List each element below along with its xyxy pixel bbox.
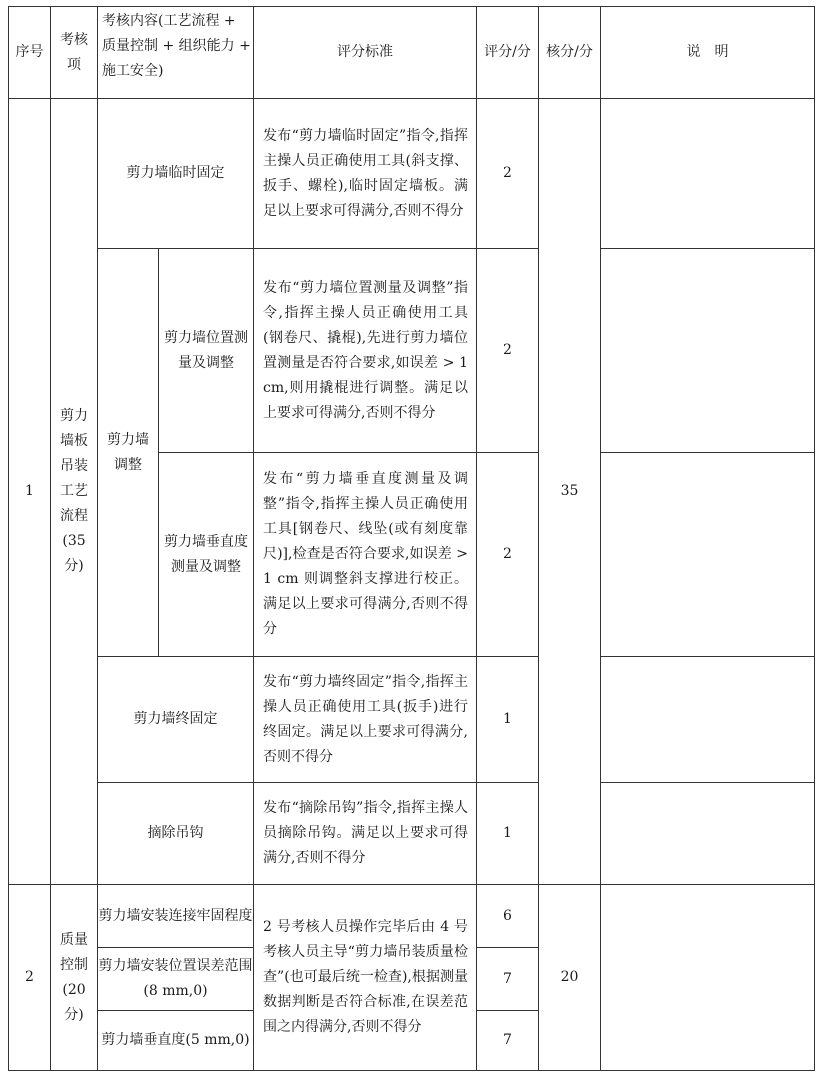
criteria-cell: 发布“剪力墙临时固定”指令,指挥主操人员正确使用工具(斜支撑、扳手、螺栓),临时固定墙板。满足以上要求可得满分,否则不得分 [254, 99, 477, 249]
score-cell: 2 [477, 99, 539, 249]
remark-cell [601, 783, 815, 885]
remark-cell [601, 249, 815, 453]
criteria-cell: 2 号考核人员操作完毕后由 4 号考核人员主导“剪力墙吊装质量检查”(也可最后统一检查),根据测量数据判断是否符合标准,在误差范围之内得满分,否则不得分 [254, 885, 477, 1071]
remark-cell [601, 99, 815, 249]
remark-cell [601, 885, 815, 1071]
criteria-cell: 发布“剪力墙位置测量及调整”指令,指挥主操人员正确使用工具(钢卷尺、撬棍),先进行剪力墙位置测量是否符合要求,如误差 > 1 cm,则用撬棍进行调整。满足以上要求可得满分,否则不得分 [254, 249, 477, 453]
score-cell: 2 [477, 249, 539, 453]
header-row [9, 7, 815, 99]
section-seq: 2 [9, 885, 51, 1071]
header-seq: 序号 [9, 7, 51, 99]
table-row [9, 885, 815, 948]
header-item: 考核项 [51, 7, 98, 99]
content-cell: 剪力墙临时固定 [98, 99, 254, 249]
score-cell: 6 [477, 885, 539, 948]
content-cell: 剪力墙安装连接牢固程度 [98, 885, 254, 948]
header-content: 考核内容(工艺流程 + 质量控制 + 组织能力 + 施工安全) [98, 7, 254, 99]
scoring-table [8, 6, 815, 1071]
check-cell: 20 [539, 885, 601, 1071]
criteria-cell: 发布“剪力墙终固定”指令,指挥主操人员正确使用工具(扳手)进行终固定。满足以上要求可得满分,否则不得分 [254, 657, 477, 783]
header-remark: 说 明 [601, 7, 815, 99]
section-item: 剪力墙板吊装工艺流程(35分) [51, 99, 98, 885]
score-cell: 7 [477, 948, 539, 1011]
content-cell: 剪力墙垂直度(5 mm,0) [98, 1011, 254, 1071]
score-cell: 2 [477, 453, 539, 657]
section-seq: 1 [9, 99, 51, 885]
content-cell: 剪力墙垂直度测量及调整 [159, 453, 254, 657]
criteria-cell: 发布“摘除吊钩”指令,指挥主操人员摘除吊钩。满足以上要求可得满分,否则不得分 [254, 783, 477, 885]
section-item: 质量控制(20分) [51, 885, 98, 1071]
criteria-cell: 发布“剪力墙垂直度测量及调整”指令,指挥主操人员正确使用工具[钢卷尺、线坠(或有刻度靠尺)],检查是否符合要求,如误差 > 1 cm 则调整斜支撑进行校正。满足以上要求可得满分,否则不得分 [254, 453, 477, 657]
header-check: 核分/分 [539, 7, 601, 99]
check-cell: 35 [539, 99, 601, 885]
header-score: 评分/分 [477, 7, 539, 99]
remark-cell [601, 453, 815, 657]
score-cell: 7 [477, 1011, 539, 1071]
score-cell: 1 [477, 657, 539, 783]
table-row [9, 99, 815, 249]
group-label: 剪力墙调整 [98, 249, 159, 657]
content-cell: 剪力墙安装位置误差范围(8 mm,0) [98, 948, 254, 1011]
remark-cell [601, 657, 815, 783]
content-cell: 剪力墙终固定 [98, 657, 254, 783]
content-cell: 摘除吊钩 [98, 783, 254, 885]
score-cell: 1 [477, 783, 539, 885]
header-criteria: 评分标准 [254, 7, 477, 99]
content-cell: 剪力墙位置测量及调整 [159, 249, 254, 453]
table-row [9, 783, 815, 885]
table-row [9, 657, 815, 783]
table-row [9, 249, 815, 453]
